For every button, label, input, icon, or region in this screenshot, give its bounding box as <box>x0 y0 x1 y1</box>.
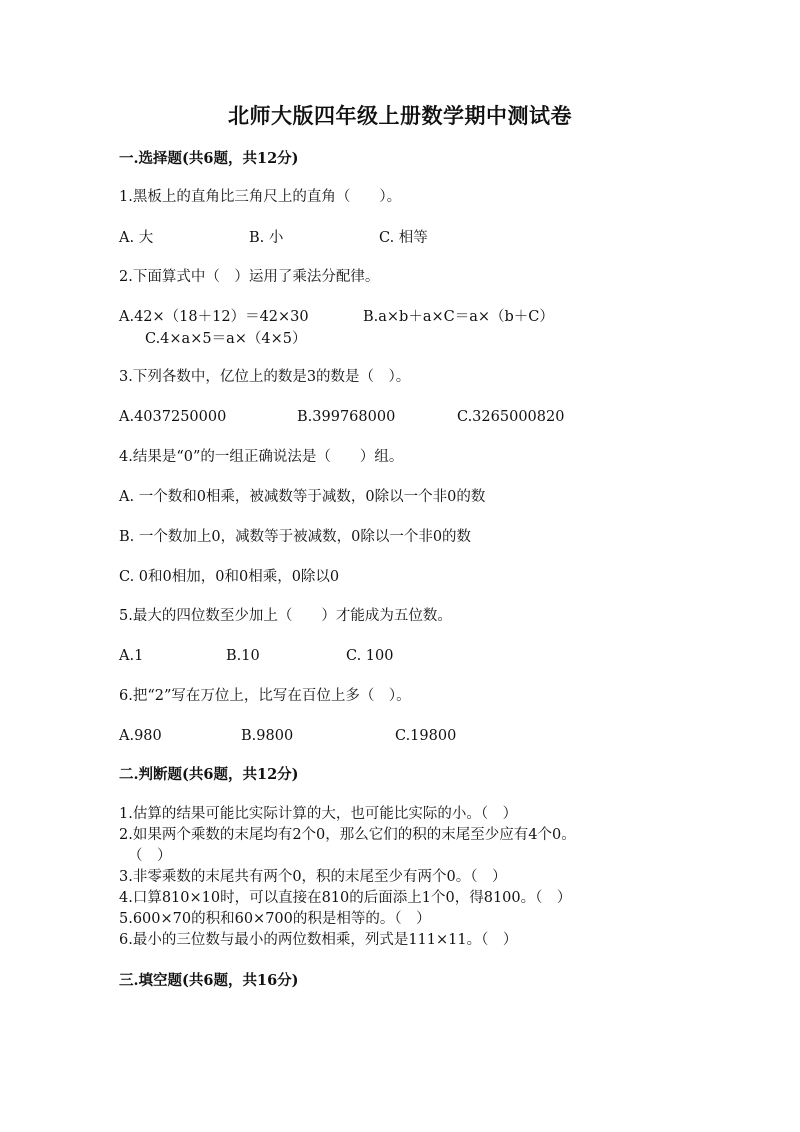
option-a: A. 大 <box>119 230 154 246</box>
option-c: C. 100 <box>346 648 394 664</box>
option-a: A.980 <box>119 728 162 744</box>
option-c: C. 0和0相加，0和0相乘，0除以0 <box>119 569 340 585</box>
judgment-item: 6.最小的三位数与最小的两位数相乘，列式是111×11。（ ） <box>119 932 518 948</box>
option-a: A.42×（18＋12）＝42×30 <box>119 309 309 325</box>
page-title: 北师大版四年级上册数学期中测试卷 <box>228 103 572 128</box>
option-c: C.19800 <box>395 728 457 744</box>
section-heading-multiple-choice: 一.选择题(共6题，共12分) <box>119 150 299 167</box>
option-a: A.4037250000 <box>119 409 227 425</box>
option-b: B.10 <box>226 648 260 664</box>
option-a: A.1 <box>119 648 144 664</box>
section-heading-true-false: 二.判断题(共6题，共12分) <box>119 766 299 783</box>
judgment-item: 4.口算810×10时，可以直接在810的后面添上1个0，得8100。（ ） <box>119 890 572 906</box>
question-stem: 3.下列各数中，亿位上的数是3的数是（ ）。 <box>119 369 411 385</box>
question-stem: 1.黑板上的直角比三角尺上的直角（ ）。 <box>119 189 402 205</box>
question-stem: 4.结果是“0”的一组正确说法是（ ）组。 <box>119 449 404 465</box>
option-b: B.9800 <box>241 728 294 744</box>
option-b: B. 一个数加上0，减数等于被减数，0除以一个非0的数 <box>119 529 472 545</box>
option-a: A. 一个数和0相乘，被减数等于减数，0除以一个非0的数 <box>119 489 486 505</box>
judgment-item: 3.非零乘数的末尾共有两个0，积的末尾至少有两个0。（ ） <box>119 869 507 885</box>
option-c: C.4×a×5＝a×（4×5） <box>145 331 307 347</box>
question-stem: 5.最大的四位数至少加上（ ）才能成为五位数。 <box>119 608 452 624</box>
judgment-item: 5.600×70的积和60×700的积是相等的。（ ） <box>119 911 431 927</box>
option-b: B.a×b＋a×C＝a×（b＋C） <box>363 309 554 325</box>
section-heading-fill-in: 三.填空题(共6题，共16分) <box>119 972 299 989</box>
judgment-item: 2.如果两个乘数的末尾均有2个0，那么它们的积的末尾至少应有4个0。 <box>119 827 576 843</box>
option-c: C. 相等 <box>379 230 428 246</box>
judgment-item-answer-bracket: （ ） <box>128 848 172 864</box>
question-stem: 6.把“2”写在万位上，比写在百位上多（ ）。 <box>119 688 411 704</box>
option-c: C.3265000820 <box>457 409 565 425</box>
option-b: B.399768000 <box>297 409 396 425</box>
option-b: B. 小 <box>249 230 284 246</box>
question-stem: 2.下面算式中（ ）运用了乘法分配律。 <box>119 269 380 285</box>
judgment-item: 1.估算的结果可能比实际计算的大，也可能比实际的小。（ ） <box>119 806 518 822</box>
